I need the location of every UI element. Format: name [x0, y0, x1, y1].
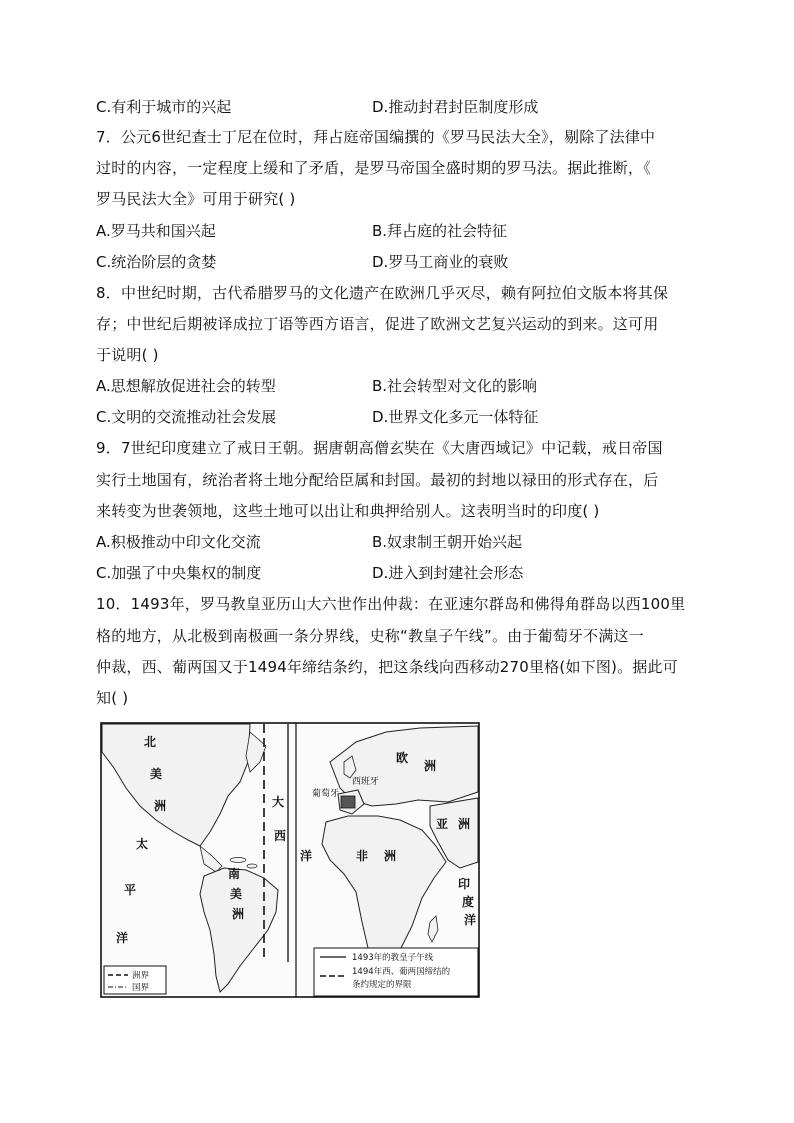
legend-country-label: 国界: [132, 983, 150, 993]
caribbean-island: [230, 858, 246, 863]
label-north-america-1: 北: [144, 735, 157, 749]
legend-1493-label: 1493年的教皇子午线: [352, 953, 434, 963]
q7-option-a[interactable]: A.罗马共和国兴起: [96, 222, 216, 240]
label-pacific-2: 平: [124, 883, 137, 897]
q7-option-b[interactable]: B.拜占庭的社会特征: [372, 222, 508, 240]
label-indian-ocean-1: 印: [458, 877, 471, 891]
label-asia-1: 亚: [436, 817, 449, 831]
label-spain: 西班牙: [352, 777, 380, 787]
q9-option-a[interactable]: A.积极推动中印文化交流: [96, 533, 261, 551]
map-svg: [100, 722, 480, 998]
q8-option-a[interactable]: A.思想解放促进社会的转型: [96, 377, 276, 395]
q10-stem-line-4: 知( ): [96, 689, 129, 707]
label-pacific-3: 洋: [116, 931, 129, 945]
q9-option-d[interactable]: D.进入到封建社会形态: [372, 564, 524, 582]
label-north-america-3: 洲: [154, 799, 167, 813]
q10-stem-line-1: 10．1493年，罗马教皇亚历山大六世作出仲裁：在亚速尔群岛和佛得角群岛以西100里: [96, 595, 686, 613]
q9-option-c[interactable]: C.加强了中央集权的制度: [96, 564, 262, 582]
q10-stem-line-3: 仲裁，西、葡两国又于1494年缔结条约，把这条线向西移动270里格(如下图)。据此可: [96, 658, 678, 676]
label-portugal: 葡萄牙: [312, 789, 340, 799]
label-africa-1: 非: [356, 849, 369, 863]
q8-stem-line-2: 存；中世纪后期被译成拉丁语等西方语言，促进了欧洲文艺复兴运动的到来。这可用: [96, 315, 659, 333]
q6-option-d[interactable]: D.推动封君封臣制度形成: [372, 98, 539, 116]
label-indian-ocean-3: 洋: [464, 913, 477, 927]
q9-stem-line-2: 实行土地国有，统治者将土地分配给臣属和封国。最初的封地以禄田的形式存在，后: [96, 471, 659, 489]
label-south-america-2: 美: [230, 887, 243, 901]
pope-meridian-map: [100, 722, 480, 998]
q8-stem-line-3: 于说明( ): [96, 346, 159, 364]
label-south-america-1: 南: [228, 867, 241, 881]
label-south-america-3: 洲: [232, 907, 245, 921]
label-indian-ocean-2: 度: [462, 895, 475, 909]
caribbean-island: [247, 864, 257, 868]
label-pacific-1: 太: [136, 837, 149, 851]
legend-1494-label-a: 1494年西、葡两国缔结的: [352, 967, 451, 977]
q7-stem-line-1: 7．公元6世纪查士丁尼在位时，拜占庭帝国编撰的《罗马民法大全》，剔除了法律中: [96, 128, 656, 146]
label-atlantic-2: 西: [274, 829, 287, 843]
portugal-region: [341, 796, 355, 808]
label-africa-2: 洲: [384, 849, 397, 863]
q10-stem-line-2: 格的地方，从北极到南极画一条分界线，史称“教皇子午线”。由于葡萄牙不满这一: [96, 627, 644, 645]
q9-stem-line-1: 9．7世纪印度建立了戒日王朝。据唐朝高僧玄奘在《大唐西域记》中记载，戒日帝国: [96, 439, 663, 457]
q7-option-d[interactable]: D.罗马工商业的衰败: [372, 253, 509, 271]
label-north-america-2: 美: [150, 767, 163, 781]
q7-option-c[interactable]: C.统治阶层的贪婪: [96, 253, 217, 271]
q6-option-c[interactable]: C.有利于城市的兴起: [96, 98, 232, 116]
label-europe-1: 欧: [396, 751, 409, 765]
legend-1494-label-b: 条约规定的界限: [352, 980, 412, 990]
label-europe-2: 洲: [424, 759, 437, 773]
q7-stem-line-3: 罗马民法大全》可用于研究( ): [96, 190, 296, 208]
q8-option-c[interactable]: C.文明的交流推动社会发展: [96, 408, 277, 426]
q8-option-d[interactable]: D.世界文化多元一体特征: [372, 408, 539, 426]
q8-option-b[interactable]: B.社会转型对文化的影响: [372, 377, 538, 395]
label-atlantic-1: 大: [272, 795, 285, 809]
q7-stem-line-2: 过时的内容，一定程度上缓和了矛盾，是罗马帝国全盛时期的罗马法。据此推断，《: [96, 159, 651, 177]
label-atlantic-3: 洋: [300, 849, 313, 863]
legend-continent-label: 洲界: [132, 971, 150, 981]
q8-stem-line-1: 8．中世纪时期，古代希腊罗马的文化遗产在欧洲几乎灭尽，赖有阿拉伯文版本将其保: [96, 284, 669, 302]
label-asia-2: 洲: [458, 817, 471, 831]
q9-stem-line-3: 来转变为世袭领地，这些土地可以出让和典押给别人。这表明当时的印度( ): [96, 502, 600, 520]
q9-option-b[interactable]: B.奴隶制王朝开始兴起: [372, 533, 523, 551]
